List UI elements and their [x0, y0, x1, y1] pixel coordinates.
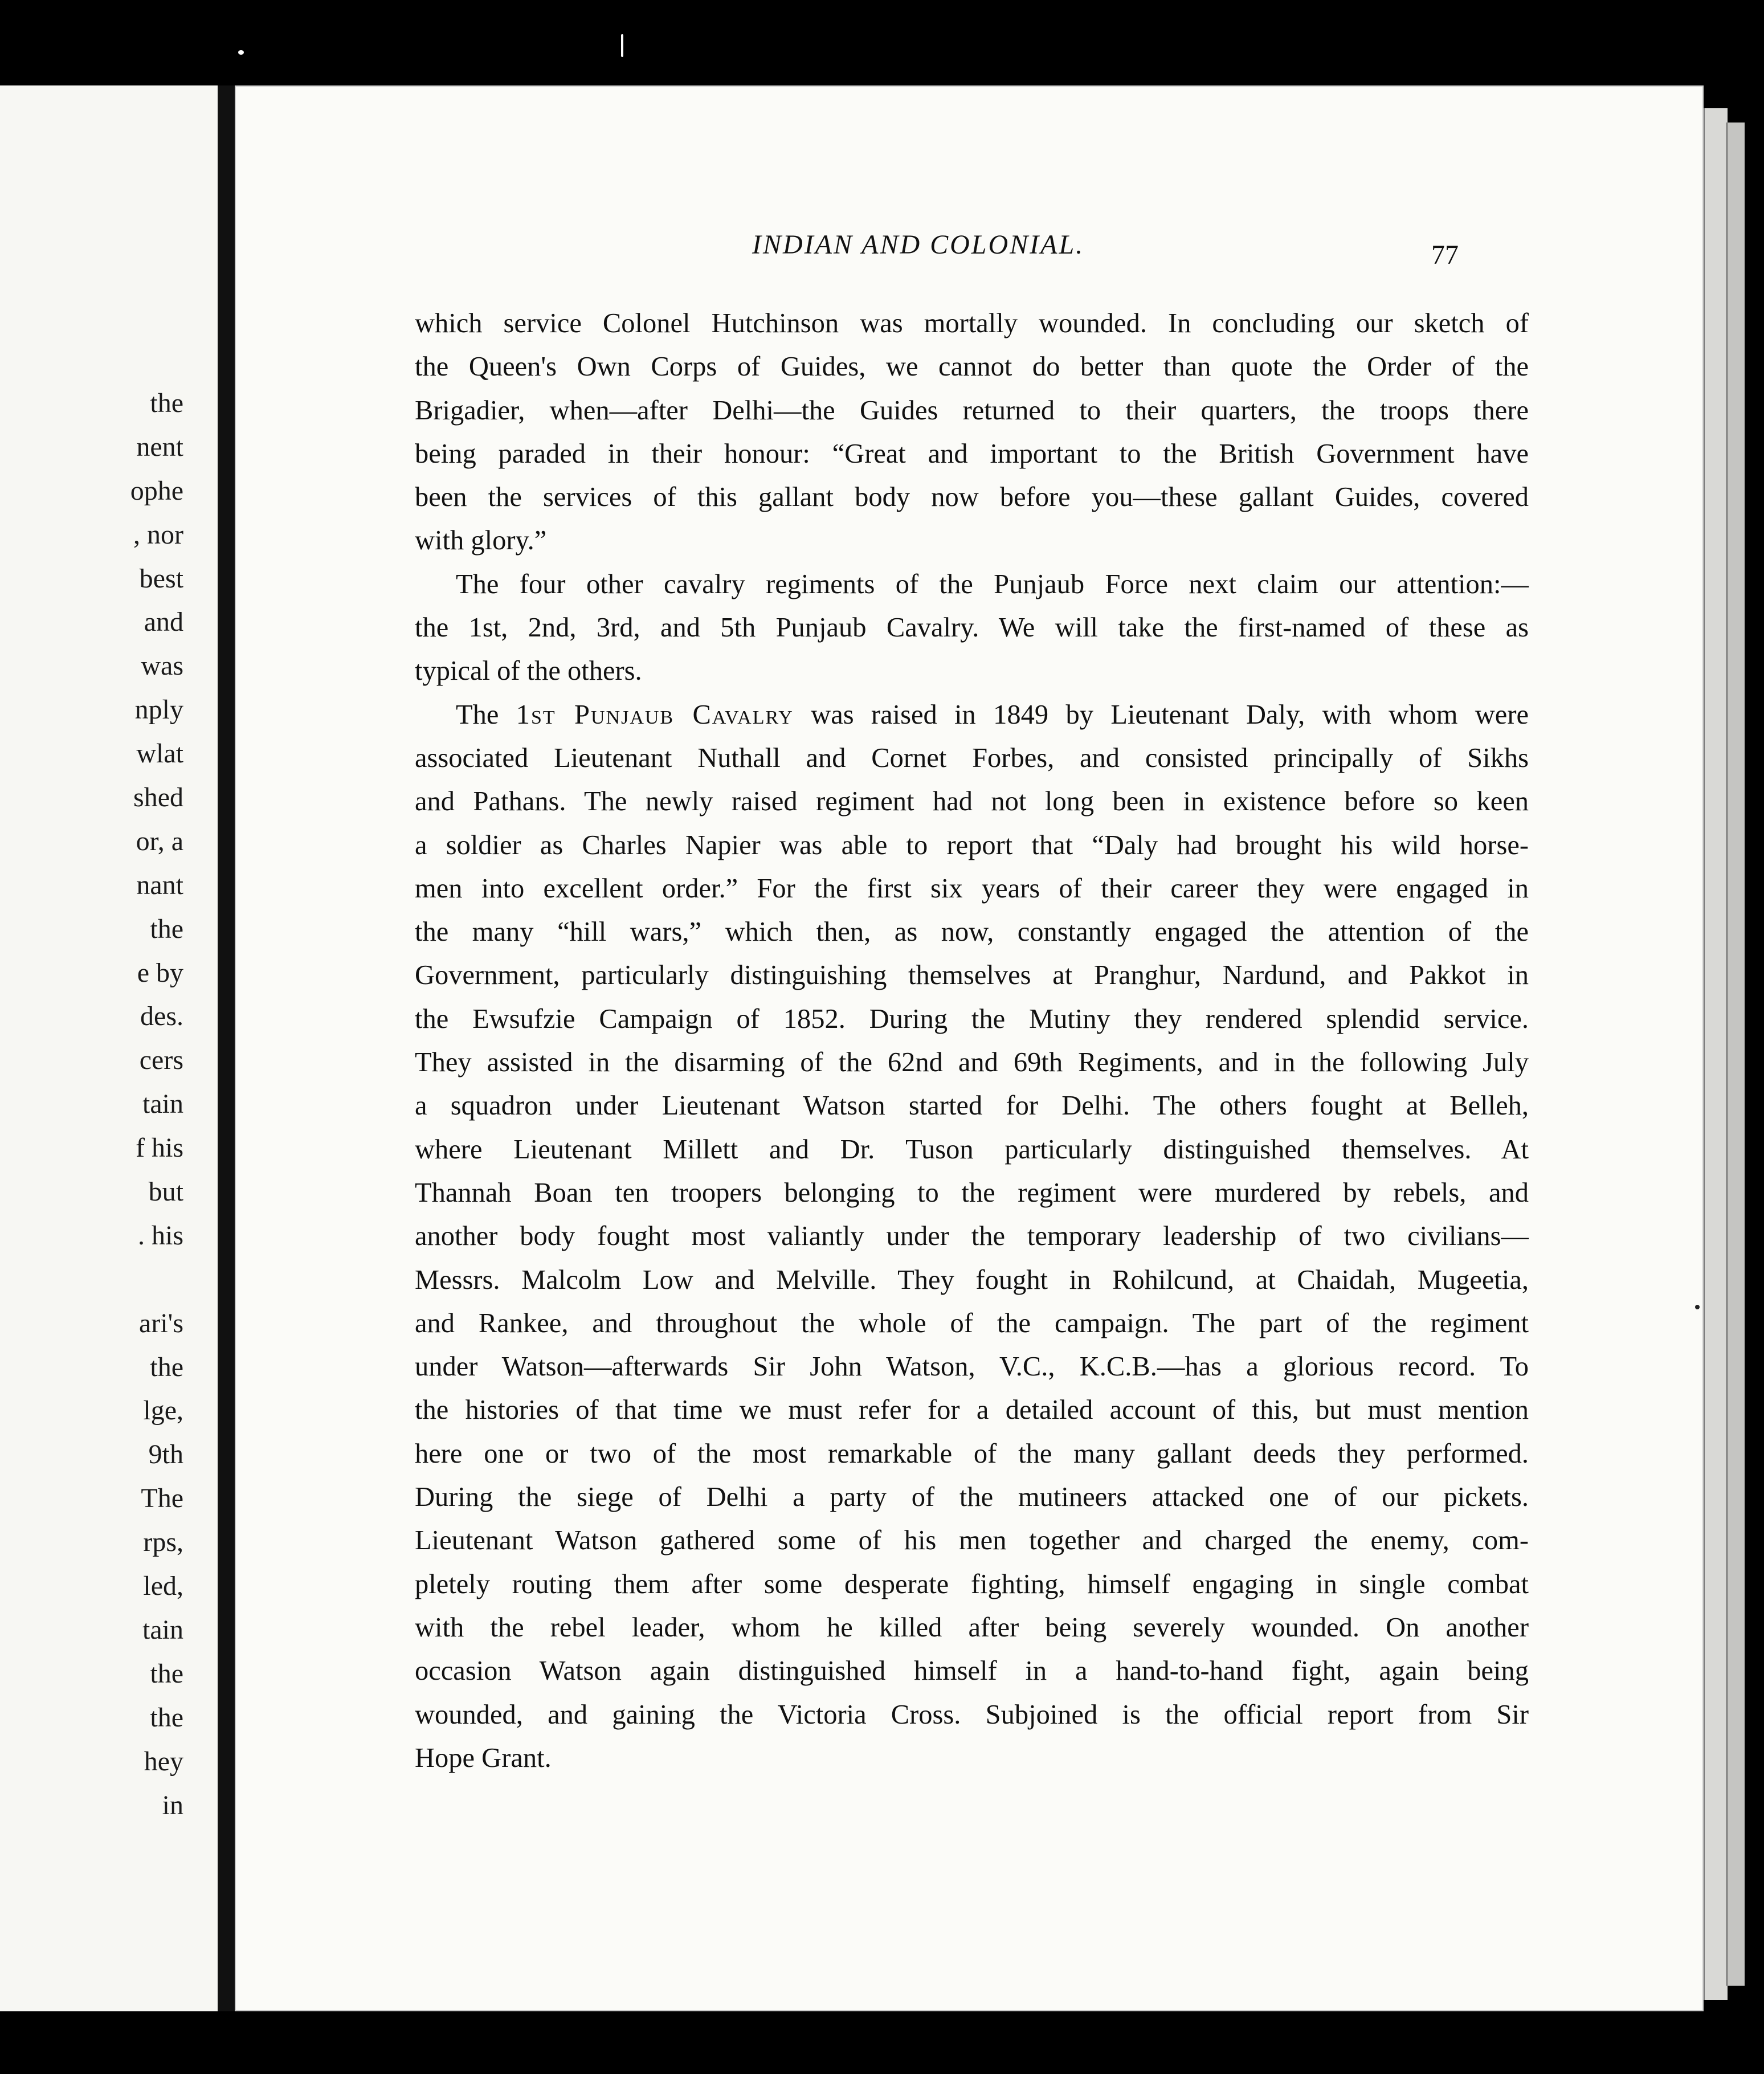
text-line: Brigadier, when—after Delhi—the Guides returned to their quarters, the troops there: [415, 395, 1529, 426]
line-fragment: des.: [140, 1001, 183, 1032]
line-fragment: f his: [136, 1133, 183, 1163]
text-line: the 1st, 2nd, 3rd, and 5th Punjaub Cavalry. We will take the first-named of these as: [415, 613, 1529, 643]
text-line: men into excellent order.” For the first six years of their career they were engaged in: [415, 873, 1529, 904]
line-fragment: tain: [142, 1614, 183, 1645]
line-fragment: lge,: [143, 1395, 183, 1426]
line-fragment: , nor: [133, 519, 183, 550]
text-line: They assisted in the disarming of the 62nd and 69th Regiments, and in the following July: [415, 1047, 1529, 1078]
text-line: The four other cavalry regiments of the Punjaub Force next claim our attention:—: [456, 569, 1529, 599]
line-fragment: cers: [139, 1045, 183, 1076]
text-line: Hope Grant.: [415, 1742, 552, 1773]
line-fragment: the: [150, 388, 183, 418]
text-line: a squadron under Lieutenant Watson started for Delhi. The others fought at Belleh,: [415, 1091, 1529, 1121]
line-fragment: ari's: [139, 1308, 183, 1338]
text-line: Messrs. Malcolm Low and Melville. They fought in Rohilcund, at Chaidah, Mugeetia,: [415, 1264, 1529, 1295]
line-fragment: rps,: [143, 1527, 183, 1558]
text-line: where Lieutenant Millett and Dr. Tuson particularly distinguished themselves. At: [415, 1134, 1529, 1165]
previous-page-line-ends: [13, 382, 183, 1827]
text-line: the many “hill wars,” which then, as now, constantly engaged the attention of the: [415, 917, 1529, 948]
body-text: [415, 302, 1529, 1780]
text-line: here one or two of the most remarkable of the many gallant deeds they performed.: [415, 1438, 1529, 1469]
line-fragment: wlat: [136, 738, 183, 769]
line-fragment: ophe: [130, 475, 183, 506]
line-fragment: the: [150, 1352, 183, 1382]
paragraph-lead: The: [456, 699, 499, 730]
running-head: INDIAN AND COLONIAL.: [752, 230, 1085, 260]
regiment-name-smallcaps: 1st Punjaub Cavalry: [516, 699, 794, 730]
page-edge-stack: [1704, 108, 1728, 2000]
line-fragment: was: [141, 651, 183, 681]
text-line: being paraded in their honour: “Great and important to the British Government have: [415, 438, 1529, 469]
text-line: Thannah Boan ten troopers belonging to the regiment were murdered by rebels, and: [415, 1177, 1529, 1208]
line-fragment: The: [141, 1483, 183, 1514]
line-fragment: e by: [137, 957, 183, 988]
line-fragment: nent: [136, 431, 183, 462]
text-line: which service Colonel Hutchinson was mortally wounded. In concluding our sketch of: [415, 308, 1529, 338]
text-line: Lieutenant Watson gathered some of his men together and charged the enemy, com-: [415, 1525, 1529, 1556]
book-page: [235, 85, 1704, 2011]
line-fragment: in: [162, 1790, 183, 1820]
text-line: wounded, and gaining the Victoria Cross. Subjoined is the official report from Sir: [415, 1699, 1529, 1730]
line-fragment: tain: [142, 1089, 183, 1120]
text-line: occasion Watson again distinguished himself in a hand-to-hand fight, again being: [415, 1656, 1529, 1687]
line-fragment: the: [150, 1702, 183, 1733]
previous-page-fragment: [0, 85, 219, 2011]
text-line: been the services of this gallant body now before you—these gallant Guides, covered: [415, 482, 1529, 513]
text-line: with glory.”: [415, 525, 547, 556]
line-fragment: nant: [136, 869, 183, 900]
text-line: and Rankee, and throughout the whole of the campaign. The part of the regiment: [415, 1308, 1529, 1338]
line-fragment: [13, 1258, 183, 1302]
text-line: with the rebel leader, whom he killed after being severely wounded. On another: [415, 1612, 1529, 1643]
text-line: typical of the others.: [415, 656, 642, 687]
line-fragment: nply: [134, 695, 183, 725]
scan-speck: [621, 34, 623, 57]
line-fragment: the: [150, 1658, 183, 1689]
line-fragment: but: [148, 1177, 183, 1207]
page-edge-stack: [1726, 123, 1745, 1986]
text-line: During the siege of Delhi a party of the mutineers attacked one of our pickets.: [415, 1482, 1529, 1513]
text-line: the histories of that time we must refer for a detailed account of this, but must mention: [415, 1395, 1529, 1426]
page-number: 77: [1431, 240, 1459, 270]
book-gutter: [218, 85, 235, 2011]
text-line: the Ewsufzie Campaign of 1852. During the Mutiny they rendered splendid service.: [415, 1003, 1529, 1034]
line-fragment: and: [144, 607, 183, 638]
line-fragment: shed: [133, 782, 183, 813]
text-line: the Queen's Own Corps of Guides, we cannot do better than quote the Order of the: [415, 352, 1529, 382]
text-line: [415, 693, 1529, 737]
scan-speck: [238, 50, 244, 55]
line-fragment: . his: [137, 1220, 183, 1251]
text-line: another body fought most valiantly under the temporary leadership of two civilians—: [415, 1221, 1529, 1252]
text-line: pletely routing them after some desperate fighting, himself engaging in single combat: [415, 1569, 1529, 1599]
text-line: associated Lieutenant Nuthall and Cornet Forbes, and consisted principally of Sikhs: [415, 742, 1529, 773]
line-fragment: the: [150, 913, 183, 944]
line-fragment: led,: [143, 1571, 183, 1602]
line-fragment: 9th: [148, 1439, 183, 1470]
text-line: under Watson—afterwards Sir John Watson, V.C., K.C.B.—has a glorious record. To: [415, 1352, 1529, 1382]
line-fragment: best: [139, 563, 183, 594]
text-line: and Pathans. The newly raised regiment had not long been in existence before so keen: [415, 786, 1529, 817]
line-fragment: or, a: [136, 826, 183, 856]
text-line-rest: was raised in 1849 by Lieutenant Daly, with whom were: [811, 699, 1529, 730]
text-line: Government, particularly distinguishing themselves at Pranghur, Nardund, and Pakkot in: [415, 960, 1529, 991]
scan-speck: [1695, 1305, 1700, 1309]
line-fragment: hey: [144, 1746, 183, 1777]
text-line: a soldier as Charles Napier was able to report that “Daly had brought his wild horse-: [415, 830, 1529, 860]
